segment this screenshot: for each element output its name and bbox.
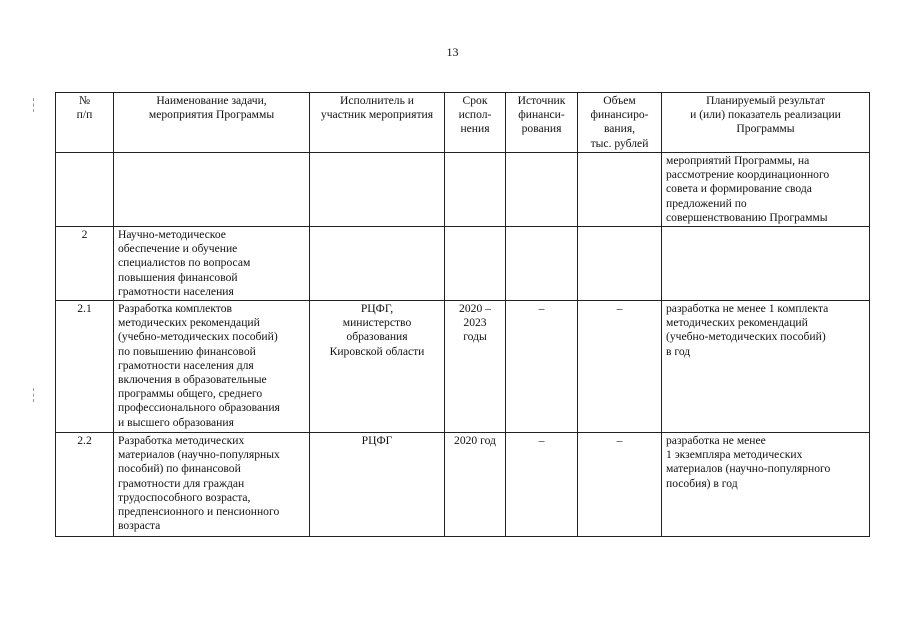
cell-number: 2.2 — [56, 433, 114, 537]
cell-term — [445, 227, 506, 301]
cell-task: Разработка методических материалов (научно-популярных пособий) по финансовой грамотности для граждан трудоспособного возраста, предпенсионного и пенсионного возраста — [114, 433, 310, 537]
header-volume: Объем финансиро- вания, тыс. рублей — [578, 93, 662, 153]
header-source: Источник финанси- рования — [506, 93, 578, 153]
margin-mark — [33, 388, 35, 402]
cell-task: Научно-методическое обеспечение и обучение специалистов по вопросам повышения финансовой грамотности населения — [114, 227, 310, 301]
cell-executor — [310, 153, 445, 227]
table-row — [56, 301, 870, 433]
table-row — [56, 153, 870, 227]
cell-source — [506, 227, 578, 301]
cell-source: – — [506, 301, 578, 433]
cell-number: 2.1 — [56, 301, 114, 433]
cell-executor: РЦФГ — [310, 433, 445, 537]
cell-task: Разработка комплектов методических рекомендаций (учебно-методических пособий) по повышению финансовой грамотности населения для включения в образовательные программы общего, среднего профессионального образования и высшего образования — [114, 301, 310, 433]
header-task: Наименование задачи, мероприятия Программы — [114, 93, 310, 153]
table-row — [56, 227, 870, 301]
table-header-row — [56, 93, 870, 153]
cell-executor: РЦФГ, министерство образования Кировской области — [310, 301, 445, 433]
page-number: 13 — [446, 45, 459, 59]
header-result: Планируемый результат и (или) показатель реализации Программы — [662, 93, 870, 153]
header-term: Срок испол- нения — [445, 93, 506, 153]
cell-term: 2020 год — [445, 433, 506, 537]
cell-term — [445, 153, 506, 227]
cell-result: мероприятий Программы, на рассмотрение координационного совета и формирование свода предложений по совершенствованию Программы — [662, 153, 870, 227]
table-row — [56, 433, 870, 537]
cell-volume — [578, 153, 662, 227]
cell-source: – — [506, 433, 578, 537]
cell-executor — [310, 227, 445, 301]
cell-result: разработка не менее 1 экземпляра методических материалов (научно-популярного пособия) в год — [662, 433, 870, 537]
cell-result: разработка не менее 1 комплекта методических рекомендаций (учебно-методических пособий) в год — [662, 301, 870, 433]
cell-source — [506, 153, 578, 227]
header-number: № п/п — [56, 93, 114, 153]
cell-number — [56, 153, 114, 227]
margin-mark — [33, 98, 35, 112]
cell-volume — [578, 227, 662, 301]
cell-task — [114, 153, 310, 227]
cell-volume: – — [578, 433, 662, 537]
cell-volume: – — [578, 301, 662, 433]
program-table — [55, 92, 870, 537]
header-executor: Исполнитель и участник мероприятия — [310, 93, 445, 153]
cell-number: 2 — [56, 227, 114, 301]
cell-result — [662, 227, 870, 301]
cell-term: 2020 – 2023 годы — [445, 301, 506, 433]
